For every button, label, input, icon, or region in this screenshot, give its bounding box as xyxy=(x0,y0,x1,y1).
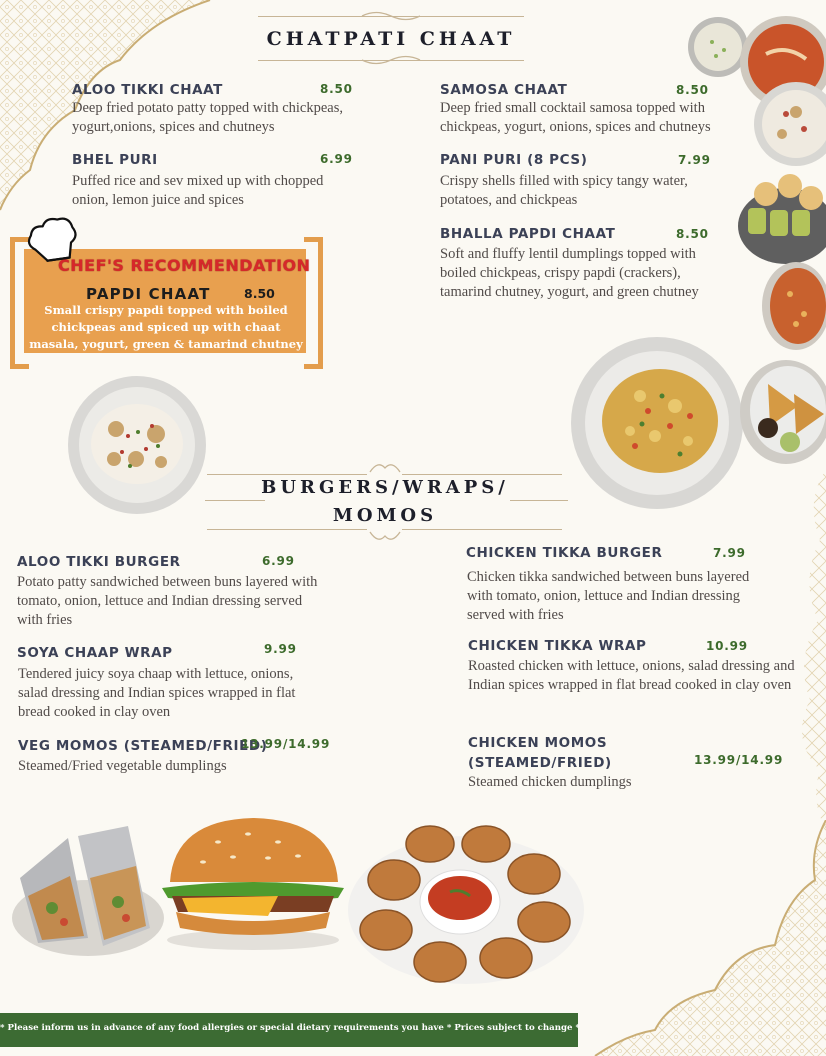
item-price: 7.99 xyxy=(678,153,711,167)
item-name: SOYA CHAAP WRAP xyxy=(17,645,173,661)
flourish-icon xyxy=(360,9,422,23)
item-price: 8.50 xyxy=(320,82,353,96)
item-name: BHEL PURI xyxy=(72,152,158,168)
momos-photo xyxy=(346,818,586,988)
burgers-top-rule-right xyxy=(402,474,562,475)
item-description: Steamed/Fried vegetable dumplings xyxy=(18,758,227,774)
flourish-icon xyxy=(360,53,422,67)
chaat-section-title: CHATPATI CHAAT xyxy=(266,28,516,50)
chef-title: CHEF'S RECOMMENDATION xyxy=(58,256,311,275)
burger-photo xyxy=(158,812,348,952)
item-description: Soft and fluffy lentil dumplings topped with boiled chickpeas, crispy papdi (crackers), tamarind chutney, yogurt, and green chutney xyxy=(440,246,699,300)
burgers-top-rule-left xyxy=(207,474,367,475)
item-name: ALOO TIKKI CHAAT xyxy=(72,82,223,98)
chef-hat-icon xyxy=(24,214,82,270)
item-name: ALOO TIKKI BURGER xyxy=(17,554,181,570)
item-price: 9.99 xyxy=(264,642,297,656)
item-description: Tendered juicy soya chaap with lettuce, onions, salad dressing and Indian spices wrapped in flat bread cooked in clay oven xyxy=(18,666,296,720)
burgers-bottom-rule-left xyxy=(207,529,367,530)
item-description: Crispy shells filled with spicy tangy water, potatoes, and chickpeas xyxy=(440,173,688,208)
item-description: Deep fried potato patty topped with chickpeas, yogurt,onions, spices and chutneys xyxy=(72,100,343,135)
item-price: 10.99 xyxy=(706,639,748,653)
item-name: SAMOSA CHAAT xyxy=(440,82,568,98)
item-price: 13.99/14.99 xyxy=(241,737,331,751)
footer-notice: * Please inform us in advance of any food allergies or special dietary requirements you have * Prices subject to change * xyxy=(0,1023,580,1033)
item-price: 7.99 xyxy=(713,546,746,560)
item-name: VEG MOMOS (STEAMED/FRIED) xyxy=(18,738,268,754)
papdi-chaat-photo xyxy=(66,374,208,516)
flourish-icon xyxy=(368,458,402,476)
item-name: BHALLA PAPDI CHAAT xyxy=(440,226,616,242)
chef-item-price: 8.50 xyxy=(244,286,275,301)
item-description: Steamed chicken dumplings xyxy=(468,774,632,790)
item-name: CHICKEN MOMOS xyxy=(468,735,608,751)
burgers-bottom-rule-right xyxy=(402,529,562,530)
burgers-mid-rule-left xyxy=(205,500,265,501)
burgers-section-title-line1: BURGERS/WRAPS/ xyxy=(261,477,509,498)
burgers-section-title-line2: MOMOS xyxy=(332,505,438,526)
item-name: CHICKEN TIKKA BURGER xyxy=(466,545,663,561)
item-description: Chicken tikka sandwiched between buns layered with tomato, onion, lettuce and Indian dressing served with fries xyxy=(467,569,750,623)
flourish-icon xyxy=(368,528,402,546)
item-description: Puffed rice and sev mixed up with chopped onion, lemon juice and spices xyxy=(72,173,324,208)
footer-banner xyxy=(0,1013,578,1047)
burgers-mid-rule-right xyxy=(510,500,568,501)
item-price: 13.99/14.99 xyxy=(694,753,784,767)
item-description: Deep fried small cocktail samosa topped with chickpeas, yogurt, onions, spices and chutneys xyxy=(440,100,711,135)
item-price: 8.50 xyxy=(676,83,709,97)
item-price: 6.99 xyxy=(262,554,295,568)
item-price: 8.50 xyxy=(676,227,709,241)
item-name: CHICKEN TIKKA WRAP xyxy=(468,638,647,654)
item-description: Roasted chicken with lettuce, onions, salad dressing and Indian spices wrapped in flat bread cooked in clay oven xyxy=(468,658,795,693)
bottom-right-ornament xyxy=(585,820,826,1056)
right-column-photos xyxy=(686,14,826,470)
chef-item-description: Small crispy papdi topped with boiled chickpeas and spiced up with chaat masala, yogurt, green & tamarind chutney xyxy=(29,303,303,351)
item-price: 6.99 xyxy=(320,152,353,166)
item-name: (STEAMED/FRIED) xyxy=(468,755,612,771)
item-description: Potato patty sandwiched between buns layered with tomato, onion, lettuce and Indian dressing served with fries xyxy=(17,574,318,628)
chef-item-name: PAPDI CHAAT xyxy=(86,285,211,303)
wrap-photo xyxy=(8,818,166,960)
item-name: PANI PURI (8 PCS) xyxy=(440,152,588,168)
